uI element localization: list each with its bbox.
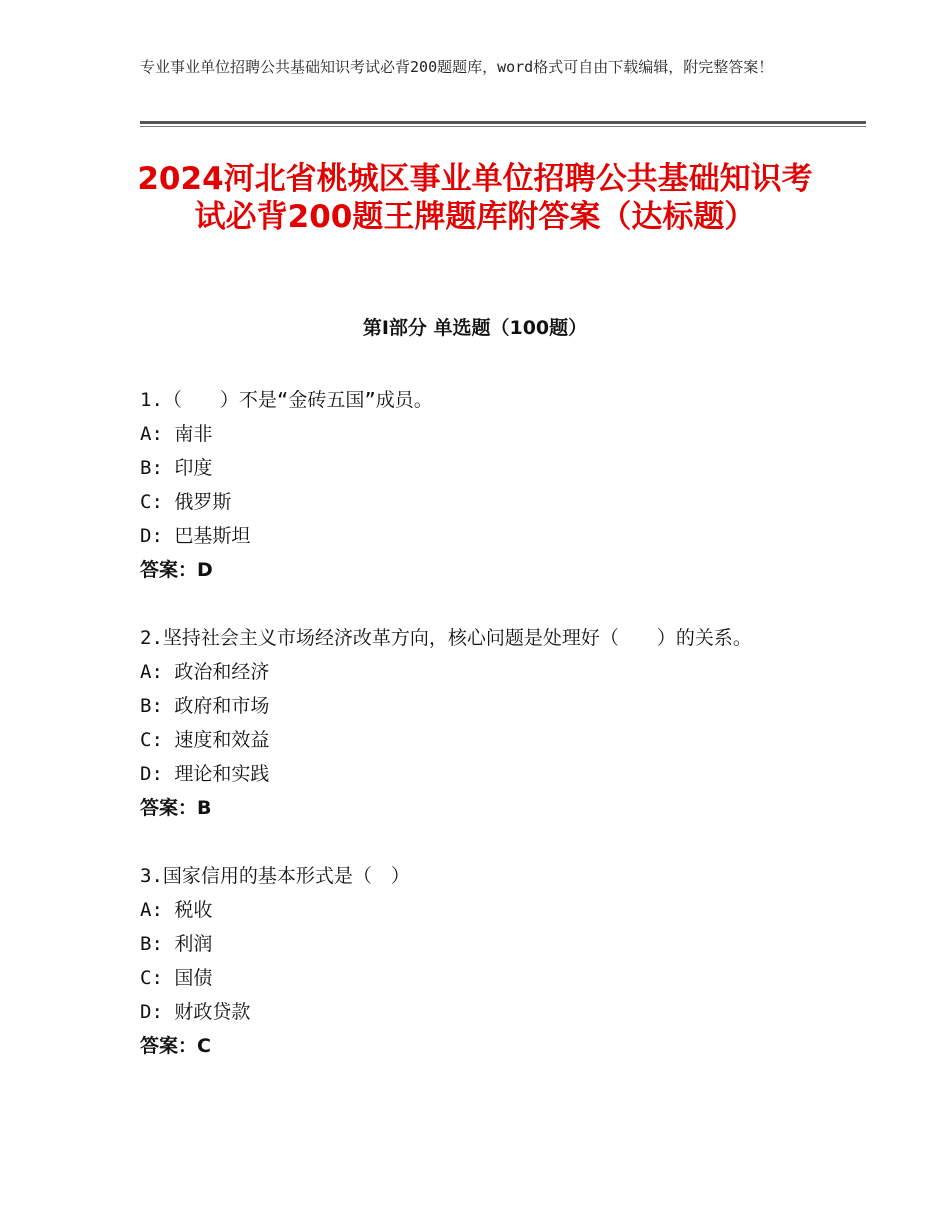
header-rule-thick <box>140 121 866 124</box>
option-a: A: 税收 <box>140 899 213 921</box>
option-a: A: 南非 <box>140 423 213 445</box>
question-stem: 1.（ ）不是“金砖五国”成员。 <box>140 389 433 411</box>
option-a: A: 政治和经济 <box>140 661 270 683</box>
option-d: D: 巴基斯坦 <box>140 525 251 547</box>
document-title: 2024河北省桃城区事业单位招聘公共基础知识考试必背200题王牌题库附答案（达标题） <box>137 161 813 235</box>
question-answer: 答案：C <box>140 1035 211 1057</box>
question-item <box>140 383 800 587</box>
header-rule-thin <box>140 126 866 127</box>
question-item <box>140 621 800 825</box>
question-list <box>140 383 800 1097</box>
question-stem: 3.国家信用的基本形式是（ ） <box>140 865 410 887</box>
header-note: 专业事业单位招聘公共基础知识考试必背200题题库，word格式可自由下载编辑，附完整答案！ <box>140 58 774 76</box>
option-c: C: 国债 <box>140 967 213 989</box>
question-stem: 2.坚持社会主义市场经济改革方向，核心问题是处理好（ ）的关系。 <box>140 627 752 649</box>
option-d: D: 理论和实践 <box>140 763 270 785</box>
option-c: C: 俄罗斯 <box>140 491 232 513</box>
option-b: B: 利润 <box>140 933 213 955</box>
option-d: D: 财政贷款 <box>140 1001 251 1023</box>
question-answer: 答案：D <box>140 559 213 581</box>
option-b: B: 印度 <box>140 457 213 479</box>
option-b: B: 政府和市场 <box>140 695 270 717</box>
question-item <box>140 859 800 1063</box>
question-answer: 答案：B <box>140 797 212 819</box>
section-heading: 第Ⅰ部分 单选题（100题） <box>362 317 588 339</box>
option-c: C: 速度和效益 <box>140 729 270 751</box>
